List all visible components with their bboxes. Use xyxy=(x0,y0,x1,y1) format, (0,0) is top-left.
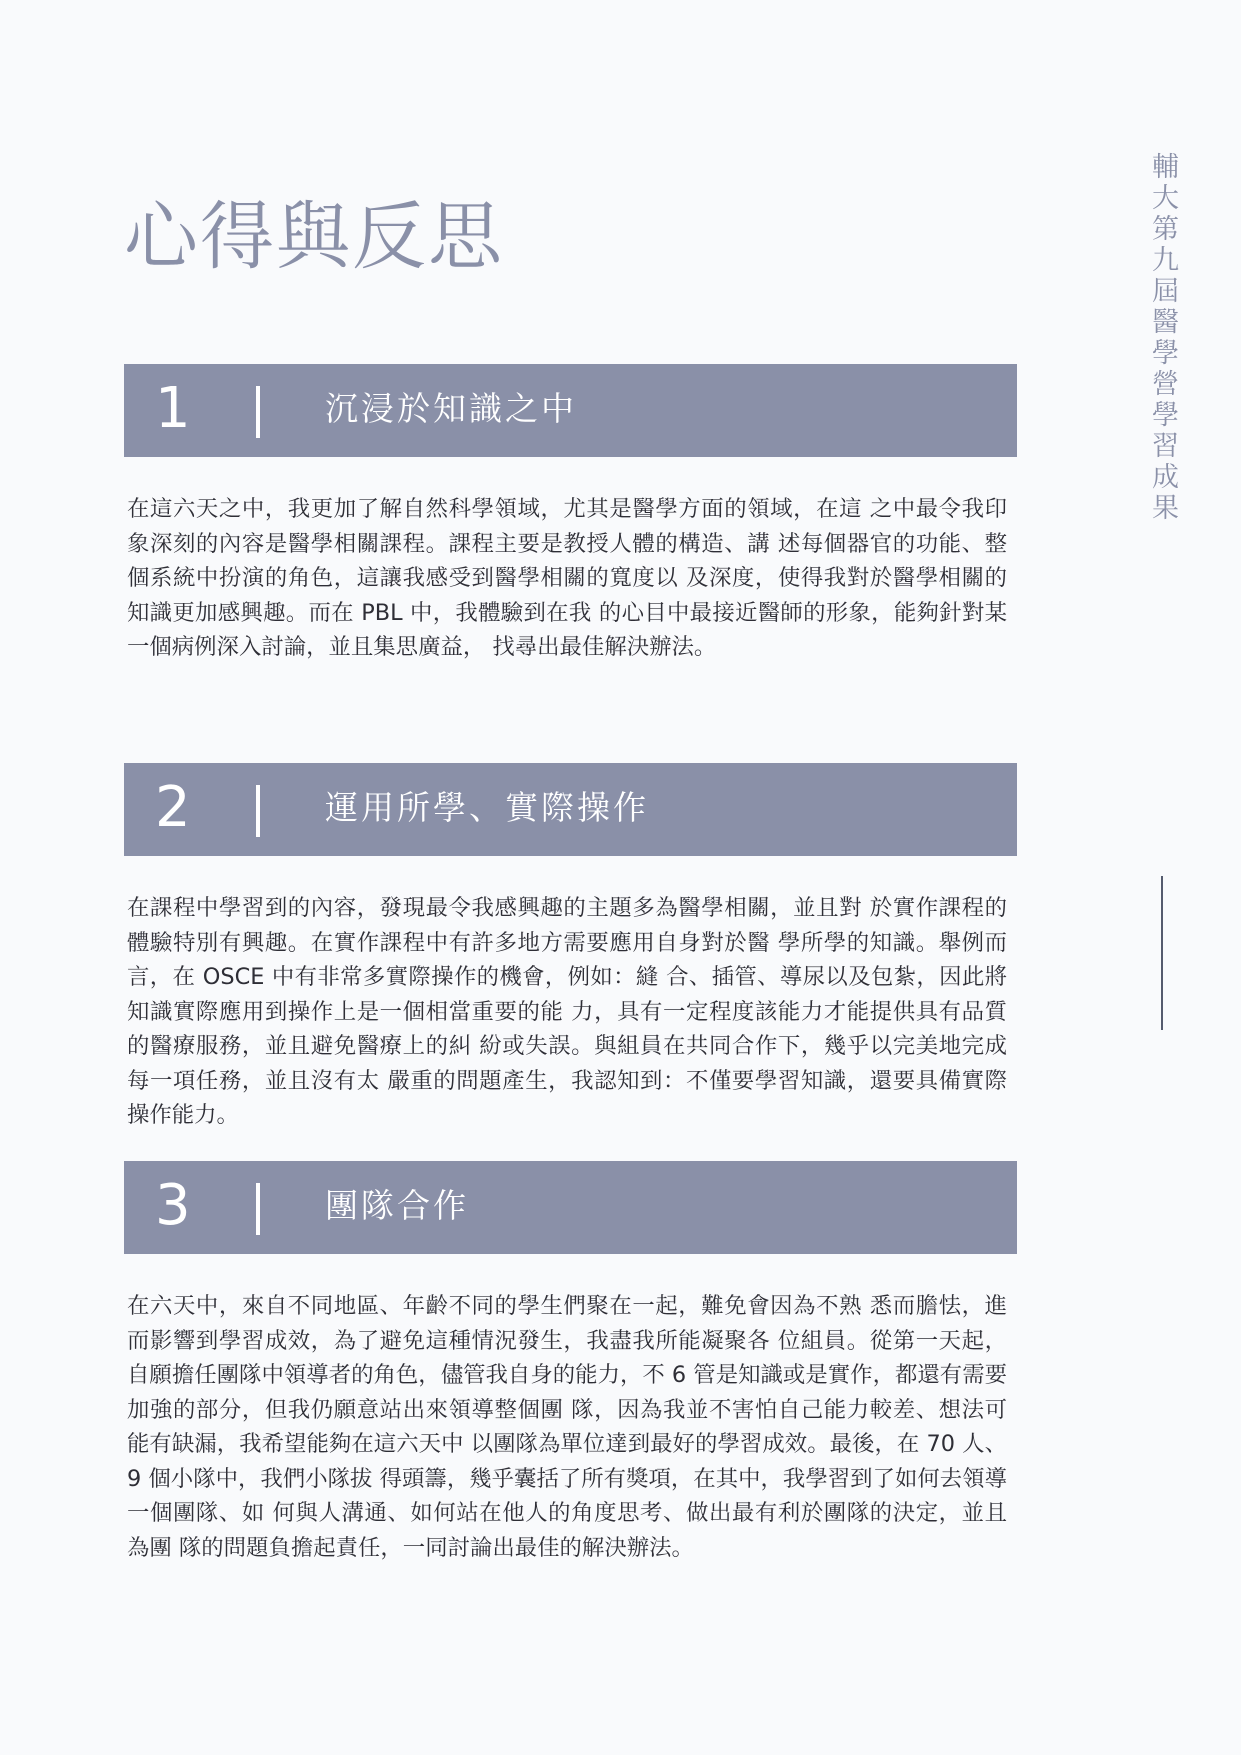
section-body-2: 在課程中學習到的內容，發現最令我感興趣的主題多為醫學相關，並且對 於實作課程的體驗特別有興趣。在實作課程中有許多地方需要應用自身對於醫 學所學的知識。舉例而言，在 OSCE 中有非常多實際操作的機會，例如：縫 合、插管、導尿以及包紮，因此將知識實際應用到操作上是一個相當重要的能 力，具有一定程度該能力才能提供具有品質的醫療服務，並且避免醫療上的糾 紛或失誤。與組員在共同合作下，幾乎以完美地完成每一項任務，並且沒有太 嚴重的問題產生，我認知到：不僅要學習知識，還要具備實際操作能力。 xyxy=(127,895,1007,1128)
section-number: 3 xyxy=(155,1173,191,1238)
side-divider xyxy=(1161,876,1163,1030)
section-divider xyxy=(256,1183,260,1235)
section-header-1 xyxy=(124,364,1017,457)
section-divider xyxy=(256,785,260,837)
section-heading: 團隊合作 xyxy=(325,1186,469,1225)
page-title: 心得與反思 xyxy=(124,194,504,280)
section-heading: 運用所學、實際操作 xyxy=(325,788,649,827)
section-body-3: 在六天中，來自不同地區、年齡不同的學生們聚在一起，難免會因為不熟 悉而膽怯，進而影響到學習成效，為了避免這種情況發生，我盡我所能凝聚各 位組員。從第一天起，自願擔任團隊中領導者的角色，儘管我自身的能力，不 6 管是知識或是實作，都還有需要加強的部分，但我仍願意站出來領導整個團 隊，因為我並不害怕自己能力較差、想法可能有缺漏，我希望能夠在這六天中 以團隊為單位達到最好的學習成效。最後，在 70 人、9 個小隊中，我們小隊拔 得頭籌，幾乎囊括了所有獎項，在其中，我學習到了如何去領導一個團隊、如 何與人溝通、如何站在他人的角度思考、做出最有利於團隊的決定，並且為團 隊的問題負擔起責任，一同討論出最佳的解決辦法。 xyxy=(127,1293,1007,1561)
section-divider xyxy=(256,386,260,438)
section-header-2 xyxy=(124,763,1017,856)
section-number: 1 xyxy=(155,376,191,441)
section-heading: 沉浸於知識之中 xyxy=(325,389,577,428)
section-number: 2 xyxy=(155,775,191,840)
section-body-1: 在這六天之中，我更加了解自然科學領域，尤其是醫學方面的領域，在這 之中最令我印象深刻的內容是醫學相關課程。課程主要是教授人體的構造、講 述每個器官的功能、整個系統中扮演的角色，這讓我感受到醫學相關的寬度以 及深度，使得我對於醫學相關的知識更加感興趣。而在 PBL 中，我體驗到在我 的心目中最接近醫師的形象，能夠針對某一個病例深入討論，並且集思廣益， 找尋出最佳解決辦法。 xyxy=(127,496,1007,660)
side-title: 輔大第九屆醫學營學習成果 xyxy=(1147,152,1178,524)
section-header-3 xyxy=(124,1161,1017,1254)
